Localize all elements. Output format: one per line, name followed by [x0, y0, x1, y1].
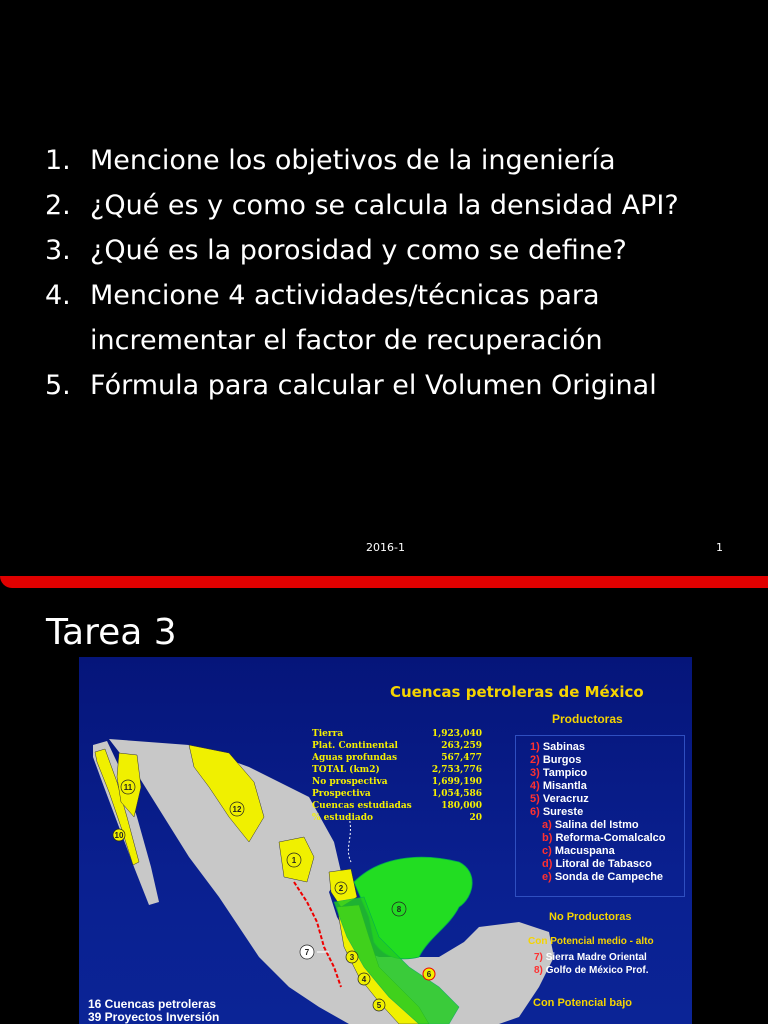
item-number: 4.: [45, 280, 71, 311]
stats-value: 20: [469, 813, 482, 823]
legend-number: 7): [534, 952, 543, 963]
svg-text:7: 7: [304, 948, 310, 957]
stats-value: 1,699,190: [431, 777, 482, 787]
legend-name: Sureste: [542, 806, 584, 818]
basin-label-11: [121, 780, 135, 794]
svg-text:2: 2: [338, 884, 344, 893]
item-text: Fórmula para calcular el Volumen Original: [90, 370, 657, 401]
legend-name: Salina del Istmo: [554, 819, 639, 831]
legend-item: [534, 951, 648, 964]
legend-letter: a): [542, 819, 552, 831]
question-item: [45, 183, 735, 228]
page-number: 1: [716, 541, 723, 554]
basin-label-1: [287, 853, 301, 867]
legend-name: Sonda de Campeche: [554, 871, 664, 883]
basin-label-8: [392, 902, 406, 916]
stats-label: Plat. Continental: [312, 741, 398, 751]
legend-item: [530, 780, 666, 793]
legend-name: Litoral de Tabasco: [555, 858, 652, 870]
svg-text:8: 8: [396, 905, 402, 914]
legend-item: [530, 767, 666, 780]
basin-label-10: [113, 829, 125, 841]
legend-name: Veracruz: [542, 793, 589, 805]
stats-row: [312, 764, 482, 776]
legend-number: 1): [530, 741, 540, 753]
stats-label: Cuencas estudiadas: [312, 801, 412, 811]
potencial-bajo-heading: Con Potencial bajo: [533, 997, 633, 1009]
legend-item: [530, 806, 666, 819]
productoras-heading: Productoras: [552, 712, 623, 726]
item-text: Mencione 4 actividades/técnicas para incrementar el factor de recuperación: [90, 280, 603, 356]
legend-subitem: [530, 819, 666, 832]
legend-number: 6): [530, 806, 540, 818]
note-line: 16 Cuencas petroleras: [88, 997, 217, 1011]
area-stats-table: [312, 728, 482, 824]
stats-label: Aguas profundas: [312, 753, 398, 763]
legend-name: Sierra Madre Oriental: [545, 952, 647, 963]
mexico-basins-map: [79, 657, 692, 1024]
legend-name: Misantla: [542, 780, 587, 792]
stats-value: 567,477: [441, 753, 482, 763]
legend-item: [534, 964, 648, 977]
potencial-medio-heading: Con Potencial medio - alto: [528, 936, 654, 947]
stats-row: [312, 800, 482, 812]
svg-text:4: 4: [361, 975, 367, 984]
productoras-list: [530, 741, 666, 884]
slide-divider: [0, 576, 768, 592]
item-number: 1.: [45, 145, 71, 176]
item-number: 3.: [45, 235, 71, 266]
question-item: [45, 138, 735, 183]
legend-number: 5): [530, 793, 540, 805]
legend-subitem: [530, 871, 666, 884]
svg-text:3: 3: [349, 953, 355, 962]
legend-subitem: [530, 858, 666, 871]
question-item: [45, 273, 735, 363]
legend-number: 2): [530, 754, 540, 766]
item-number: 5.: [45, 370, 71, 401]
stats-label: Prospectiva: [312, 789, 371, 799]
legend-name: Reforma-Comalcalco: [555, 832, 666, 844]
stats-value: 263,259: [441, 741, 482, 751]
legend-name: Tampico: [542, 767, 588, 779]
svg-text:1: 1: [291, 856, 297, 865]
slide-2: [0, 592, 768, 1024]
svg-text:11: 11: [123, 783, 133, 792]
svg-text:10: 10: [114, 831, 124, 840]
item-text: ¿Qué es y como se calcula la densidad API?: [90, 190, 679, 221]
stats-label: Tierra: [312, 729, 344, 739]
legend-item: [530, 741, 666, 754]
stats-row: [312, 740, 482, 752]
legend-name: Macuspana: [554, 845, 615, 857]
stats-label: % estudiado: [312, 813, 374, 823]
stats-row: [312, 776, 482, 788]
basin-label-7: [300, 945, 314, 959]
stats-value: 2,753,776: [431, 765, 482, 775]
question-list: [45, 138, 735, 408]
stats-row: [312, 752, 482, 764]
legend-subitem: [530, 845, 666, 858]
legend-item: [530, 793, 666, 806]
legend-letter: e): [542, 871, 552, 883]
map-title: Cuencas petroleras de México: [390, 683, 644, 701]
stats-value: 1,054,586: [431, 789, 482, 799]
svg-text:5: 5: [376, 1001, 382, 1010]
legend-letter: d): [542, 858, 553, 870]
basin-label-3: [346, 951, 358, 963]
legend-name: Burgos: [542, 754, 582, 766]
item-number: 2.: [45, 190, 71, 221]
basin-label-2: [335, 882, 347, 894]
stats-value: 180,000: [441, 801, 482, 811]
no-productoras-heading: No Productoras: [549, 911, 632, 923]
item-text: Mencione los objetivos de la ingeniería: [90, 145, 616, 176]
question-item: [45, 228, 735, 273]
footer-date: 2016-1: [366, 541, 405, 554]
question-item: [45, 363, 735, 408]
item-text: ¿Qué es la porosidad y como se define?: [90, 235, 627, 266]
svg-text:12: 12: [232, 805, 242, 814]
stats-label: TOTAL (km2): [312, 765, 380, 775]
legend-letter: c): [542, 845, 552, 857]
basin-label-12: [230, 802, 244, 816]
stats-row: [312, 728, 482, 740]
basin-label-6: [423, 968, 435, 980]
legend-number: 8): [534, 965, 543, 976]
legend-subitem: [530, 832, 666, 845]
potencial-medio-list: [534, 951, 648, 977]
legend-letter: b): [542, 832, 553, 844]
bottom-note: [88, 998, 219, 1024]
basin-label-5: [373, 999, 385, 1011]
legend-item: [530, 754, 666, 767]
stats-row: [312, 788, 482, 800]
legend-number: 4): [530, 780, 540, 792]
legend-name: Golfo de México Prof.: [545, 965, 649, 976]
note-line: 39 Proyectos Inversión: [88, 1010, 220, 1024]
stats-value: 1,923,040: [431, 729, 482, 739]
slide-title: Tarea 3: [46, 612, 177, 653]
red-accent-bar: [0, 576, 768, 588]
svg-text:6: 6: [426, 970, 432, 979]
legend-number: 3): [530, 767, 540, 779]
basin-label-4: [358, 973, 370, 985]
stats-label: No prospectiva: [312, 777, 388, 787]
stats-row: [312, 812, 482, 824]
legend-name: Sabinas: [542, 741, 586, 753]
